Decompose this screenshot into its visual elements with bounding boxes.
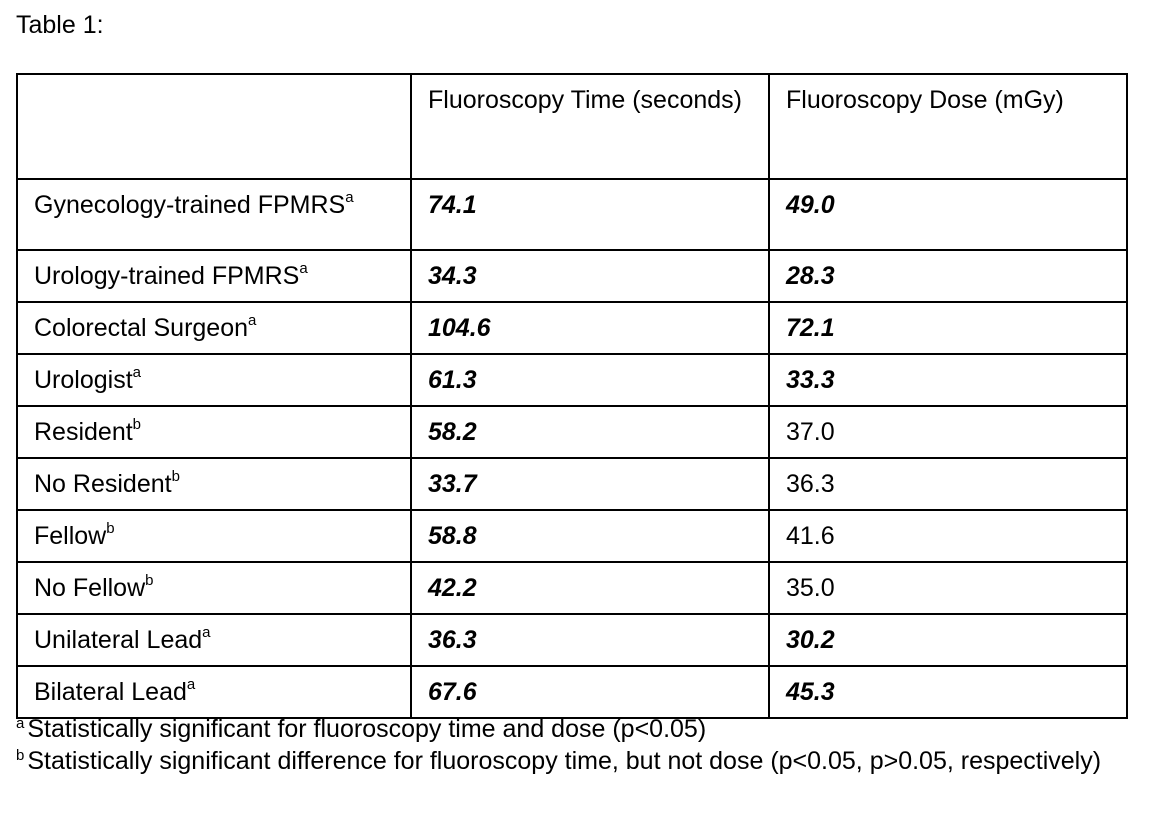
row-label-cell bbox=[17, 614, 411, 666]
row-label-cell bbox=[17, 458, 411, 510]
table-row bbox=[17, 562, 1127, 614]
row-label-cell bbox=[17, 354, 411, 406]
fluoroscopy-time-value: 42.2 bbox=[411, 562, 769, 614]
fluoroscopy-time-value: 61.3 bbox=[411, 354, 769, 406]
table-row bbox=[17, 250, 1127, 302]
fluoroscopy-time-value: 67.6 bbox=[411, 666, 769, 718]
table-row bbox=[17, 354, 1127, 406]
row-label-superscript: a bbox=[299, 259, 308, 277]
row-label-superscript: a bbox=[202, 623, 211, 641]
row-label-superscript: b bbox=[171, 467, 180, 485]
footnotes bbox=[16, 713, 1126, 777]
fluoroscopy-time-value: 104.6 bbox=[411, 302, 769, 354]
row-label-cell bbox=[17, 302, 411, 354]
fluoroscopy-dose-value: 49.0 bbox=[769, 179, 1127, 250]
row-label: Resident bbox=[34, 418, 133, 446]
fluoroscopy-table bbox=[16, 73, 1128, 719]
fluoroscopy-dose-value: 33.3 bbox=[769, 354, 1127, 406]
fluoroscopy-time-value: 34.3 bbox=[411, 250, 769, 302]
row-label-cell bbox=[17, 406, 411, 458]
header-dose: Fluoroscopy Dose (mGy) bbox=[769, 74, 1127, 179]
footnote-b-marker: b bbox=[16, 746, 25, 764]
row-label-superscript: b bbox=[132, 415, 142, 433]
row-label: No Fellow bbox=[34, 574, 146, 602]
row-label-superscript: a bbox=[248, 311, 257, 329]
row-label: Fellow bbox=[34, 522, 107, 550]
footnote-b bbox=[16, 745, 1126, 777]
row-label: Bilateral Lead bbox=[34, 678, 187, 706]
table-row bbox=[17, 179, 1127, 250]
header-empty-cell bbox=[17, 74, 411, 179]
table-row bbox=[17, 406, 1127, 458]
row-label-superscript: a bbox=[186, 675, 196, 693]
table-row bbox=[17, 666, 1127, 718]
table-row bbox=[17, 614, 1127, 666]
fluoroscopy-time-value: 58.2 bbox=[411, 406, 769, 458]
row-label: No Resident bbox=[34, 470, 172, 498]
fluoroscopy-dose-value: 37.0 bbox=[769, 406, 1127, 458]
footnote-a-text: Statistically significant for fluoroscopy time and dose (p<0.05) bbox=[27, 715, 707, 743]
fluoroscopy-time-value: 58.8 bbox=[411, 510, 769, 562]
row-label-cell bbox=[17, 562, 411, 614]
table-row bbox=[17, 458, 1127, 510]
row-label: Urologist bbox=[34, 366, 133, 394]
fluoroscopy-time-value: 33.7 bbox=[411, 458, 769, 510]
row-label-cell bbox=[17, 666, 411, 718]
fluoroscopy-dose-value: 72.1 bbox=[769, 302, 1127, 354]
table-row bbox=[17, 510, 1127, 562]
table-caption: Table 1: bbox=[16, 11, 104, 39]
fluoroscopy-dose-value: 30.2 bbox=[769, 614, 1127, 666]
fluoroscopy-dose-value: 36.3 bbox=[769, 458, 1127, 510]
fluoroscopy-time-value: 36.3 bbox=[411, 614, 769, 666]
row-label-superscript: a bbox=[132, 363, 141, 381]
table-row bbox=[17, 302, 1127, 354]
row-label-superscript: b bbox=[106, 519, 115, 537]
row-label-cell bbox=[17, 179, 411, 250]
footnote-b-text: Statistically significant difference for fluoroscopy time, but not dose (p<0.05, p>0.05, respectively) bbox=[27, 747, 1102, 775]
row-label: Gynecology-trained FPMRS bbox=[34, 191, 346, 219]
row-label: Colorectal Surgeon bbox=[34, 314, 249, 342]
fluoroscopy-dose-value: 35.0 bbox=[769, 562, 1127, 614]
row-label-superscript: b bbox=[145, 571, 154, 589]
fluoroscopy-dose-value: 41.6 bbox=[769, 510, 1127, 562]
row-label-superscript: a bbox=[345, 188, 354, 206]
footnote-a-marker: a bbox=[16, 714, 25, 732]
header-time: Fluoroscopy Time (seconds) bbox=[411, 74, 769, 179]
fluoroscopy-time-value: 74.1 bbox=[411, 179, 769, 250]
header-row bbox=[17, 74, 1127, 179]
fluoroscopy-dose-value: 45.3 bbox=[769, 666, 1127, 718]
fluoroscopy-dose-value: 28.3 bbox=[769, 250, 1127, 302]
footnote-a bbox=[16, 713, 1126, 745]
row-label: Urology-trained FPMRS bbox=[34, 262, 300, 290]
row-label-cell bbox=[17, 510, 411, 562]
row-label: Unilateral Lead bbox=[34, 626, 203, 654]
row-label-cell bbox=[17, 250, 411, 302]
